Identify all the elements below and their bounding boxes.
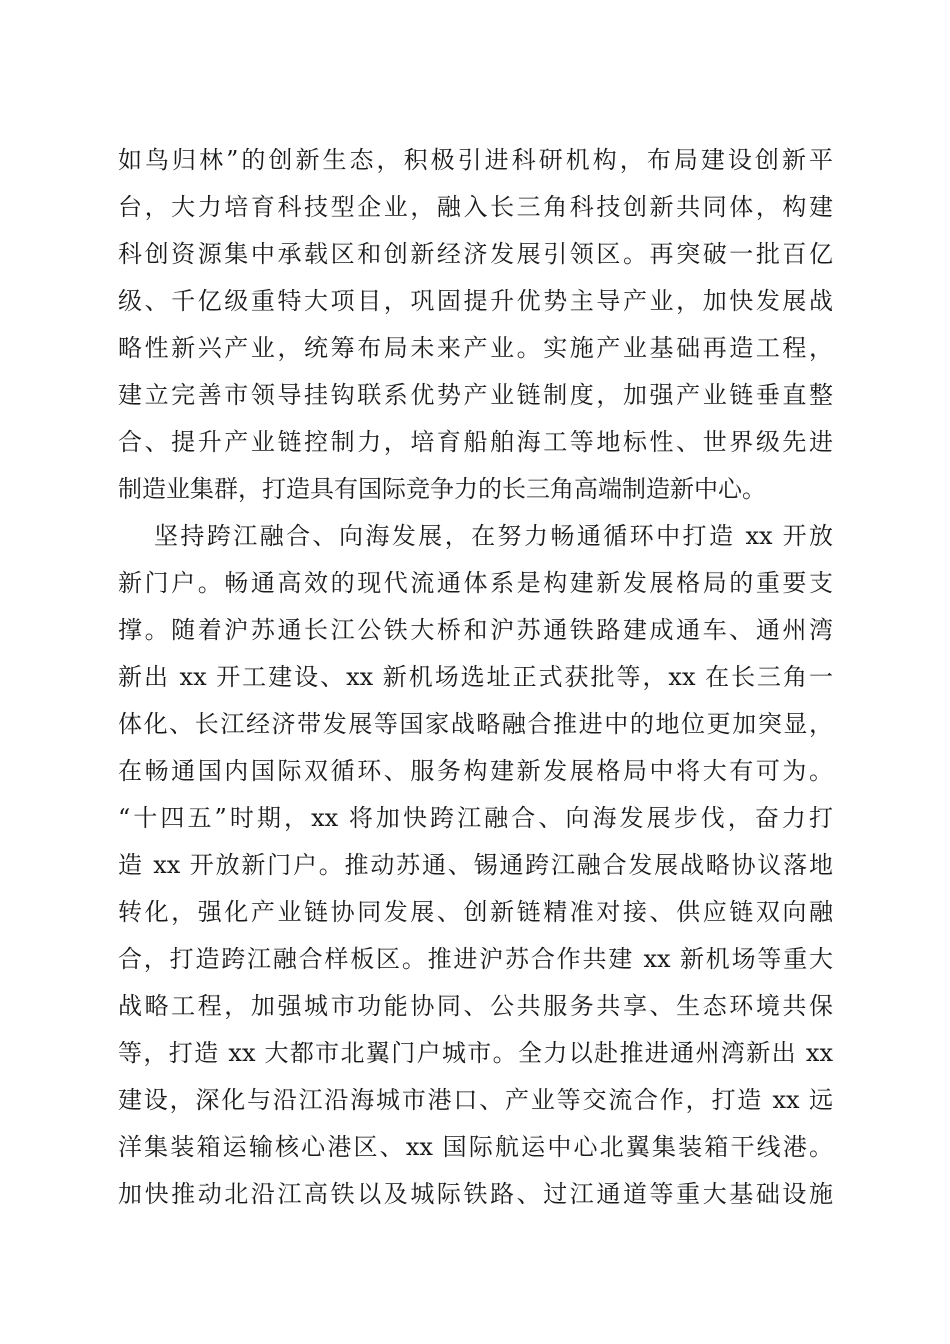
text-line: 洋集装箱运输核心港区、xx 国际航运中心北翼集装箱干线港。 (118, 1133, 833, 1161)
text-line: 撑。随着沪苏通长江公铁大桥和沪苏通铁路建成通车、通州湾 (118, 616, 833, 644)
text-line: 科创资源集中承载区和创新经济发展引领区。再突破一批百亿 (118, 240, 833, 268)
text-line: 建设，深化与沿江沿海城市港口、产业等交流合作，打造 xx 远 (118, 1086, 833, 1114)
text-line: 体化、长江经济带发展等国家战略融合推进中的地位更加突显， (118, 710, 833, 738)
text-line: 造 xx 开放新门户。推动苏通、锡通跨江融合发展战略协议落地 (118, 851, 833, 879)
text-line: 建立完善市领导挂钩联系优势产业链制度，加强产业链垂直整 (118, 381, 833, 409)
text-line: 战略工程，加强城市功能协同、公共服务共享、生态环境共保 (118, 992, 833, 1020)
text-line: 合、提升产业链控制力，培育船舶海工等地标性、世界级先进 (118, 428, 833, 456)
text-line: 加快推动北沿江高铁以及城际铁路、过江通道等重大基础设施 (118, 1180, 833, 1208)
paragraph-first-line: 坚持跨江融合、向海发展，在努力畅通循环中打造 xx 开放 (154, 522, 833, 550)
text-line: 如鸟归林”的创新生态，积极引进科研机构，布局建设创新平 (118, 146, 833, 174)
text-line: 等，打造 xx 大都市北翼门户城市。全力以赴推进通州湾新出 xx (118, 1039, 833, 1067)
text-line: 新门户。畅通高效的现代流通体系是构建新发展格局的重要支 (118, 569, 833, 597)
text-line: 转化，强化产业链协同发展、创新链精准对接、供应链双向融 (118, 898, 833, 926)
text-line: 级、千亿级重特大项目，巩固提升优势主导产业，加快发展战 (118, 287, 833, 315)
text-line: 制造业集群，打造具有国际竞争力的长三角高端制造新中心。 (118, 475, 766, 503)
text-line: 在畅通国内国际双循环、服务构建新发展格局中将大有可为。 (118, 757, 833, 785)
text-line: 新出 xx 开工建设、xx 新机场选址正式获批等，xx 在长三角一 (118, 663, 833, 691)
text-line: 略性新兴产业，统筹布局未来产业。实施产业基础再造工程， (118, 334, 833, 362)
text-line: “十四五”时期，xx 将加快跨江融合、向海发展步伐，奋力打 (118, 804, 833, 832)
text-line: 合，打造跨江融合样板区。推进沪苏合作共建 xx 新机场等重大 (118, 945, 833, 973)
text-line: 台，大力培育科技型企业，融入长三角科技创新共同体，构建 (118, 193, 833, 221)
